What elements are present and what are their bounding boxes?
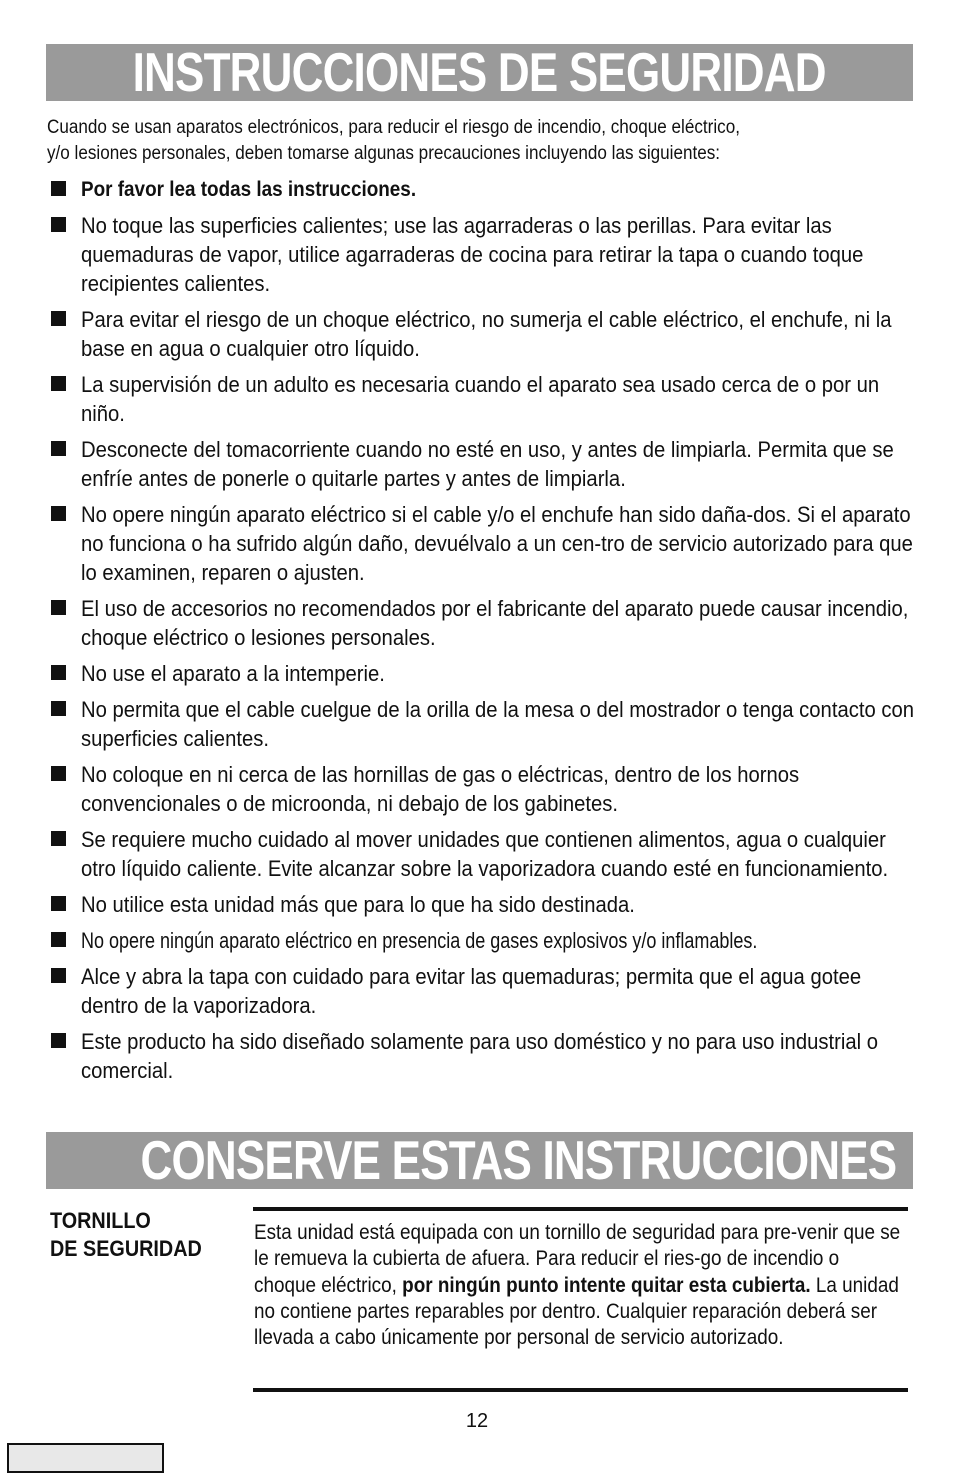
list-item: No opere ningún aparato eléctrico en presencia de gases explosivos y/o inflamables. (47, 926, 927, 955)
intro-line: Cuando se usan aparatos electrónicos, para reducir el riesgo de incendio, choque eléctrico, (47, 117, 740, 138)
list-item: No permita que el cable cuelgue de la orilla de la mesa o del mostrador o tenga contacto con superficies calientes. (47, 695, 927, 753)
screw-section-text: Esta unidad está equipada con un tornillo de seguridad para pre-venir que se le remueva la cubierta de afuera. Para reducir el ries-go de incendio o choque eléctrico, por ningún punto intente quitar esta cubierta. La unidad no contiene partes reparables por dentro. Cualquier reparación deberá ser llevada a cabo únicamente por personal de servicio autorizado. (254, 1221, 901, 1350)
square-bullet-icon (51, 932, 66, 947)
list-item: No toque las superficies calientes; use las agarraderas o las perillas. Para evitar las quemaduras de vapor, utilice agarraderas de cocina para retirar la tapa o cuando toque recipientes calientes. (47, 211, 927, 298)
safety-list (47, 175, 927, 1085)
square-bullet-icon (51, 311, 66, 326)
list-item: La supervisión de un adulto es necesaria cuando el aparato sea usado cerca de o por un niño. (47, 370, 927, 428)
list-item: No utilice esta unidad más que para lo que ha sido destinada. (47, 890, 927, 919)
save-instructions-banner: CONSERVE ESTAS INSTRUCCIONES (46, 1132, 913, 1189)
intro-line: y/o lesiones personales, deben tomarse algunas precauciones incluyendo las siguientes: (47, 143, 721, 164)
page-number: 12 (465, 1410, 489, 1432)
divider (253, 1388, 908, 1392)
divider (253, 1207, 908, 1211)
list-item: Este producto ha sido diseñado solamente para uso doméstico y no para uso industrial o comercial. (47, 1027, 927, 1085)
square-bullet-icon (51, 968, 66, 983)
square-bullet-icon (51, 665, 66, 680)
intro-paragraph (47, 115, 927, 167)
list-item: No use el aparato a la intemperie. (47, 659, 927, 688)
square-bullet-icon (51, 1033, 66, 1048)
list-item: Desconecte del tomacorriente cuando no esté en uso, y antes de limpiarla. Permita que se enfríe antes de ponerle o quitarle partes y antes de limpiarla. (47, 435, 927, 493)
square-bullet-icon (51, 701, 66, 716)
square-bullet-icon (51, 217, 66, 232)
square-bullet-icon (51, 896, 66, 911)
page-title: INSTRUCCIONES DE SEGURIDAD (46, 44, 913, 101)
square-bullet-icon (51, 441, 66, 456)
list-item: Para evitar el riesgo de un choque eléctrico, no sumerja el cable eléctrico, el enchufe, ni la base en agua o cualquier otro líquido. (47, 305, 927, 363)
square-bullet-icon (51, 766, 66, 781)
list-item: Alce y abra la tapa con cuidado para evitar las quemaduras; permita que el agua gotee dentro de la vaporizadora. (47, 962, 927, 1020)
list-item: El uso de accesorios no recomendados por el fabricante del aparato puede causar incendio, choque eléctrico o lesiones personales. (47, 594, 927, 652)
warning-bold-text: por ningún punto intente quitar esta cubierta. (402, 1273, 811, 1297)
square-bullet-icon (51, 831, 66, 846)
footer-box (7, 1443, 164, 1473)
square-bullet-icon (51, 376, 66, 391)
square-bullet-icon (51, 181, 66, 196)
square-bullet-icon (51, 506, 66, 521)
list-item: No coloque en ni cerca de las hornillas de gas o eléctricas, dentro de los hornos convencionales o de microonda, ni debajo de los gabinetes. (47, 760, 927, 818)
list-item: Por favor lea todas las instrucciones. (47, 175, 927, 204)
list-item: No opere ningún aparato eléctrico si el cable y/o el enchufe han sido daña-dos. Si el aparato no funciona o ha sufrido algún daño, devuélvalo a un cen-tro de servicio autorizado para que lo examinen, reparen o ajusten. (47, 500, 927, 587)
screw-section-title: TORNILLO DE SEGURIDAD (50, 1208, 202, 1261)
square-bullet-icon (51, 600, 66, 615)
list-item: Se requiere mucho cuidado al mover unidades que contienen alimentos, agua o cualquier otro líquido caliente. Evite alcanzar sobre la vaporizadora cuando esté en funcionamiento. (47, 825, 927, 883)
